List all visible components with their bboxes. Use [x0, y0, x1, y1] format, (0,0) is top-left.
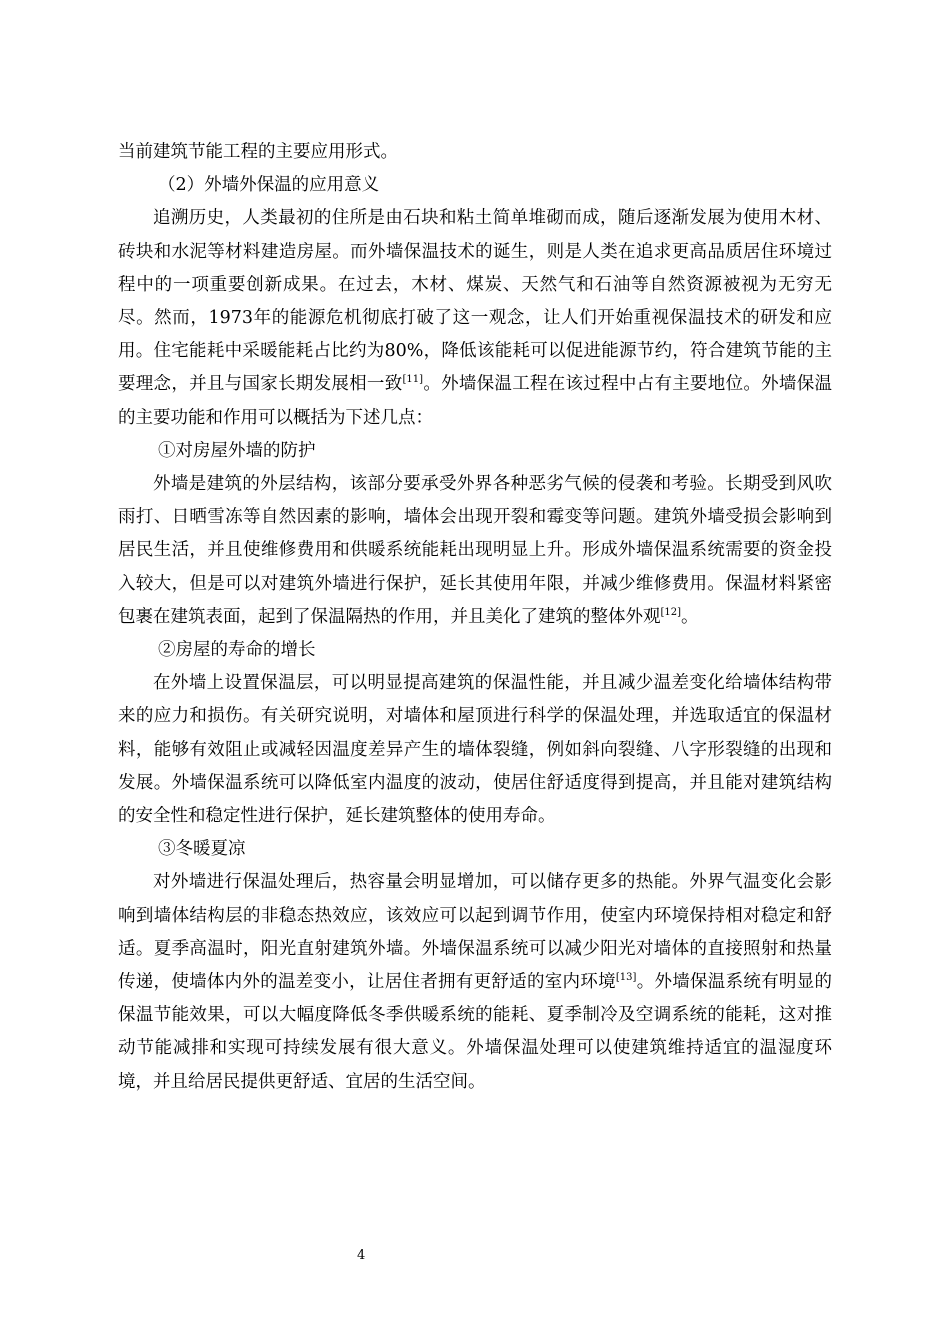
paragraph [118, 202, 832, 434]
text: 。外墙保温系统有明显的保温节能效果，可以大幅度降低冬季供暖系统的能耗、夏季制冷及空调系统的能耗，这对推动节能减排和实现可持续发展有很大意义。外墙保温处理可以使建筑维持适宜的温湿度环境，并且给居民提供更舒适、宜居的生活空间。 [118, 972, 832, 1092]
text: 。外墙保温工程在该过程中占有主要地位。外墙保温的主要功能和作用可以概括为下述几点： [118, 374, 832, 428]
subsection-heading [118, 634, 832, 667]
citation: [13] [615, 972, 637, 984]
text: 在外墙上设置保温层，可以明显提高建筑的保温性能，并且减少温差变化给墙体结构带来的应力和损伤。有关研究说明，对墙体和屋顶进行科学的保温处理，并选取适宜的保温材料，能够有效阻止或减轻因温度差异产生的墙体裂缝，例如斜向裂缝、八字形裂缝的出现和发展。外墙保温系统可以降低室内温度的波动，使居住舒适度得到提高，并且能对建筑结构的安全性和稳定性进行保护，延长建筑整体的使用寿命。 [118, 673, 832, 827]
page-number: 4 [357, 1248, 366, 1263]
citation: [11] [402, 374, 424, 386]
paragraph [118, 667, 832, 833]
text: 。 [681, 606, 699, 627]
text: 追溯历史，人类最初的住所是由石块和粘土简单堆砌而成，随后逐渐发展为使用木材、砖块和水泥等材料建造房屋。而外墙保温技术的诞生，则是人类在追求更高品质居住环境过程中的一项重要创新成果。在过去，木材、煤炭、天然气和石油等自然资源被视为无穷无尽。然而，1973年的能源危机彻底打破了这一观念，让人们开始重视保温技术的研发和应用。住宅能耗中采暖能耗占比约为80%，降低该能耗可以促进能源节约，符合建筑节能的主要理念，并且与国家长期发展相一致 [118, 208, 832, 395]
document-body [118, 136, 832, 1099]
subsection-heading [118, 435, 832, 468]
text: （2）外墙外保温的应用意义 [158, 175, 380, 196]
text: ③冬暖夏凉 [158, 839, 246, 860]
subsection-heading [118, 833, 832, 866]
text: 外墙是建筑的外层结构，该部分要承受外界各种恶劣气候的侵袭和考验。长期受到风吹雨打、日晒雪冻等自然因素的影响，墙体会出现开裂和霉变等问题。建筑外墙受损会影响到居民生活，并且使维修费用和供暖系统能耗出现明显上升。形成外墙保温系统需要的资金投入较大，但是可以对建筑外墙进行保护，延长其使用年限，并减少维修费用。保温材料紧密包裹在建筑表面，起到了保温隔热的作用，并且美化了建筑的整体外观 [118, 474, 832, 627]
text: ②房屋的寿命的增长 [158, 640, 316, 661]
text: 对外墙进行保温处理后，热容量会明显增加，可以储存更多的热能。外界气温变化会影响到墙体结构层的非稳态热效应，该效应可以起到调节作用，使室内环境保持相对稳定和舒适。夏季高温时，阳光直射建筑外墙。外墙保温系统可以减少阳光对墙体的直接照射和热量传递，使墙体内外的温差变小，让居住者拥有更舒适的室内环境 [118, 872, 832, 993]
section-heading [118, 169, 832, 202]
paragraph [118, 866, 832, 1098]
paragraph-continuation [118, 136, 832, 169]
text: ①对房屋外墙的防护 [158, 440, 316, 461]
text: 当前建筑节能工程的主要应用形式。 [118, 142, 398, 162]
paragraph [118, 468, 832, 634]
citation: [12] [660, 607, 682, 619]
